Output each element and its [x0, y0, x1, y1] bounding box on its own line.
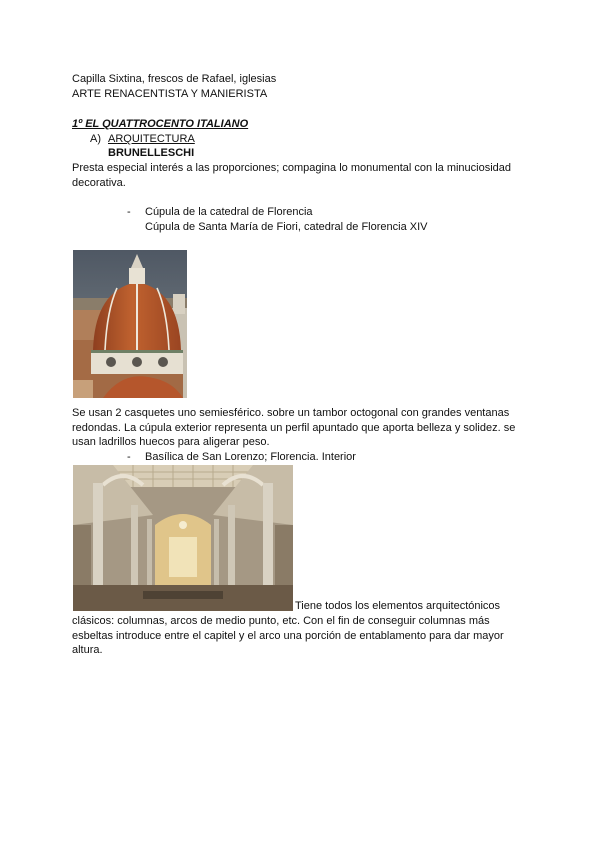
item-marker: A): [90, 133, 101, 145]
bullet-dash-2: -: [127, 451, 131, 463]
header-line-1: Capilla Sixtina, frescos de Rafael, iglesias: [72, 73, 277, 85]
bullet-2-text: Basílica de San Lorenzo; Florencia. Interior: [145, 451, 356, 463]
dome-photo: [73, 250, 187, 398]
dome-description: Se usan 2 casquetes uno semiesférico. sobre un tambor octogonal con grandes ventanas redondas. La cúpula exterior representa un perfil apuntado que aporta belleza y solidez. se usan ladrillos huecos para aligerar peso.: [72, 407, 516, 448]
header-line-2: ARTE RENACENTISTA Y MANIERISTA: [72, 88, 268, 100]
section-title: 1º EL QUATTROCENTO ITALIANO: [72, 118, 249, 130]
basilica-description: clásicos: columnas, arcos de medio punto, etc. Con el fin de conseguir columnas más esbeltas introduce entre el capitel y el arco una porción de entablamento para dar mayor altura.: [72, 615, 504, 656]
bullet-1-line-1: Cúpula de la catedral de Florencia: [145, 206, 313, 218]
basilica-photo: [73, 465, 293, 611]
intro-paragraph: Presta especial interés a las proporciones; compagina lo monumental con la minuciosidad decorativa.: [72, 162, 512, 189]
bullet-dash-1: -: [127, 206, 131, 218]
bullet-1-line-2: Cúpula de Santa María de Fiori, catedral de Florencia XIV: [145, 221, 428, 233]
section-subtitle: BRUNELLESCHI: [108, 147, 195, 159]
basilica-description-first-line: Tiene todos los elementos arquitectónicos: [295, 600, 501, 612]
item-label: ARQUITECTURA: [108, 133, 195, 145]
